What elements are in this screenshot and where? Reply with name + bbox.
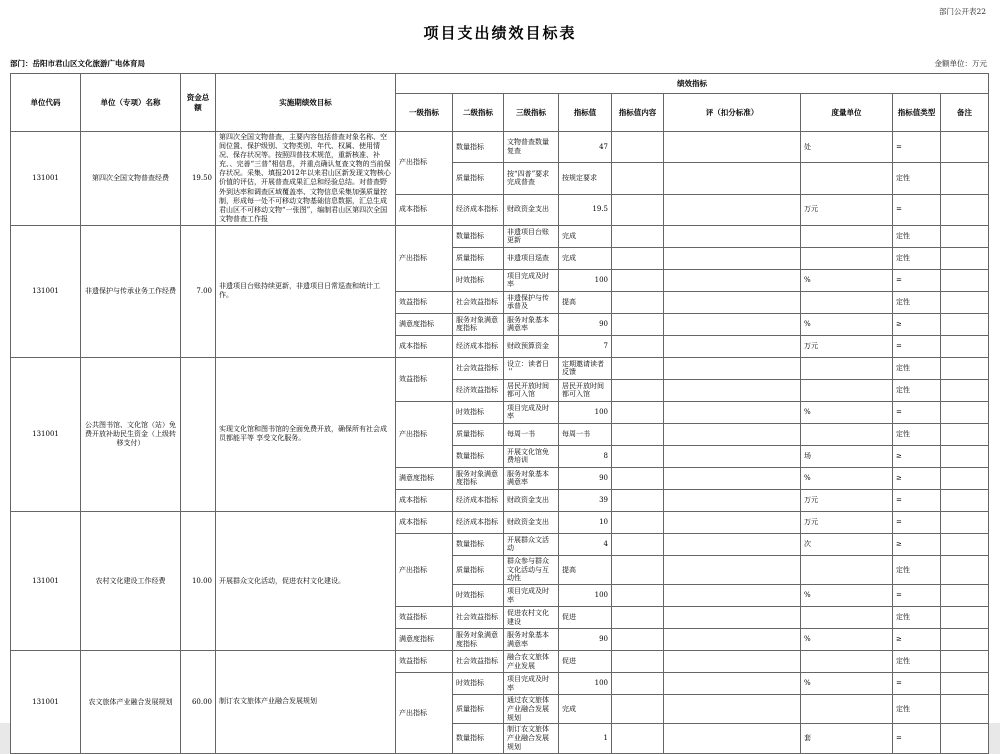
level1-indicator-cell: 效益指标 <box>396 607 453 629</box>
value-content-cell <box>612 607 664 629</box>
level1-indicator-cell: 成本指标 <box>396 194 453 225</box>
unit-name-cell: 农村文化建设工作经费 <box>81 511 181 650</box>
eval-standard-cell <box>664 673 801 695</box>
measure-unit-cell: 万元 <box>801 511 893 533</box>
measure-unit-cell: % <box>801 629 893 651</box>
value-content-cell <box>612 489 664 511</box>
indicator-row <box>11 651 989 673</box>
indicator-value-cell: 提高 <box>559 555 612 584</box>
level3-indicator-cell: 项目完成及时率 <box>504 269 559 291</box>
value-type-cell: ≥ <box>893 313 941 335</box>
note-cell <box>941 467 989 489</box>
note-cell <box>941 489 989 511</box>
value-type-cell: = <box>893 511 941 533</box>
corner-form-number: 部门公开表22 <box>938 7 986 16</box>
value-type-cell: 定性 <box>893 651 941 673</box>
level2-indicator-cell: 经济成本指标 <box>453 511 504 533</box>
level2-indicator-cell: 数量指标 <box>453 724 504 753</box>
measure-unit-cell <box>801 695 893 724</box>
col-header-note: 备注 <box>941 94 989 132</box>
unit-name-cell: 农文旅体产业融合发展规划 <box>81 651 181 754</box>
value-content-cell <box>612 313 664 335</box>
level2-indicator-cell: 数量指标 <box>453 132 504 163</box>
value-type-cell: 定性 <box>893 607 941 629</box>
level3-indicator-cell: 文物普查数量复查 <box>504 132 559 163</box>
col-header-eval-standard: 评（扣分标准） <box>664 94 801 132</box>
level3-indicator-cell: 服务对象基本满意率 <box>504 629 559 651</box>
col-header-indicator-value: 指标值 <box>559 94 612 132</box>
value-type-cell: = <box>893 489 941 511</box>
level3-indicator-cell: 制订农文旅体产业融合发展规划 <box>504 724 559 753</box>
period-goal-cell: 开展群众文化活动，促进农村文化建设。 <box>216 511 396 650</box>
note-cell <box>941 423 989 445</box>
value-content-cell <box>612 585 664 607</box>
indicator-value-cell: 居民开放时间都可入馆 <box>559 379 612 401</box>
measure-unit-cell: 万元 <box>801 194 893 225</box>
value-type-cell: = <box>893 401 941 423</box>
level2-indicator-cell: 时效指标 <box>453 269 504 291</box>
level3-indicator-cell: 项目完成及时率 <box>504 673 559 695</box>
level1-indicator-cell: 产出指标 <box>396 533 453 606</box>
note-cell <box>941 651 989 673</box>
level3-indicator-cell: 开展群众文活动 <box>504 533 559 555</box>
level3-indicator-cell: 通过农文旅体产业融合发展规划 <box>504 695 559 724</box>
measure-unit-cell <box>801 357 893 379</box>
measure-unit-cell: 场 <box>801 445 893 467</box>
eval-standard-cell <box>664 695 801 724</box>
period-goal-cell: 制订农文旅体产业融合发展规划 <box>216 651 396 754</box>
note-cell <box>941 132 989 163</box>
note-cell <box>941 673 989 695</box>
value-type-cell: 定性 <box>893 247 941 269</box>
value-content-cell <box>612 401 664 423</box>
value-content-cell <box>612 379 664 401</box>
value-content-cell <box>612 629 664 651</box>
page-title: 项目支出绩效目标表 <box>423 24 577 42</box>
col-header-total-fund: 资金总额 <box>181 74 216 132</box>
col-header-perf-group: 绩效指标 <box>396 74 989 94</box>
col-header-period-goal: 实施期绩效目标 <box>216 74 396 132</box>
unit-code-cell: 131001 <box>11 511 81 650</box>
fund-total-cell <box>181 357 216 511</box>
indicator-value-cell: 90 <box>559 467 612 489</box>
value-type-cell: 定性 <box>893 291 941 313</box>
level2-indicator-cell: 时效指标 <box>453 673 504 695</box>
note-cell <box>941 724 989 753</box>
note-cell <box>941 291 989 313</box>
level3-indicator-cell: 每周一书 <box>504 423 559 445</box>
level2-indicator-cell: 服务对象满意度指标 <box>453 313 504 335</box>
value-content-cell <box>612 132 664 163</box>
measure-unit-cell <box>801 423 893 445</box>
performance-target-table <box>10 73 989 754</box>
level2-indicator-cell: 数量指标 <box>453 533 504 555</box>
note-cell <box>941 163 989 194</box>
period-goal-cell: 非遗项目台账持续更新，非遗项目日常巡查和统计工作。 <box>216 225 396 357</box>
col-header-level2-indicator: 二级指标 <box>453 94 504 132</box>
amount-unit-label: 金额单位：万元 <box>934 59 987 68</box>
level2-indicator-cell: 社会效益指标 <box>453 607 504 629</box>
level3-indicator-cell: 财政资金支出 <box>504 511 559 533</box>
measure-unit-cell: % <box>801 585 893 607</box>
indicator-value-cell: 10 <box>559 511 612 533</box>
level2-indicator-cell: 质量指标 <box>453 423 504 445</box>
eval-standard-cell <box>664 724 801 753</box>
value-content-cell <box>612 724 664 753</box>
indicator-value-cell: 按规定要求 <box>559 163 612 194</box>
value-content-cell <box>612 651 664 673</box>
eval-standard-cell <box>664 467 801 489</box>
level2-indicator-cell: 质量指标 <box>453 247 504 269</box>
level1-indicator-cell: 满意度指标 <box>396 467 453 489</box>
indicator-value-cell: 47 <box>559 132 612 163</box>
level2-indicator-cell: 经济成本指标 <box>453 335 504 357</box>
value-type-cell: 定性 <box>893 423 941 445</box>
value-type-cell: ≥ <box>893 445 941 467</box>
note-cell <box>941 247 989 269</box>
eval-standard-cell <box>664 247 801 269</box>
level3-indicator-cell: 非遗项目巡查 <box>504 247 559 269</box>
level3-indicator-cell: 非遗项目台账更新 <box>504 225 559 247</box>
measure-unit-cell: % <box>801 269 893 291</box>
value-type-cell: = <box>893 585 941 607</box>
unit-name-cell: 第四次全国文物普查经费 <box>81 132 181 226</box>
note-cell <box>941 629 989 651</box>
col-header-value-content: 指标值内容 <box>612 94 664 132</box>
value-type-cell: 定性 <box>893 695 941 724</box>
eval-standard-cell <box>664 555 801 584</box>
value-content-cell <box>612 357 664 379</box>
indicator-value-cell: 每周一书 <box>559 423 612 445</box>
level2-indicator-cell: 经济成本指标 <box>453 489 504 511</box>
value-content-cell <box>612 423 664 445</box>
measure-unit-cell <box>801 555 893 584</box>
col-header-level3-indicator: 三级指标 <box>504 94 559 132</box>
fund-total-cell: 60.00 <box>181 651 216 754</box>
indicator-value-cell: 促进 <box>559 607 612 629</box>
level3-indicator-cell: 财政资金支出 <box>504 194 559 225</box>
level2-indicator-cell: 数量指标 <box>453 445 504 467</box>
value-type-cell: = <box>893 724 941 753</box>
measure-unit-cell <box>801 651 893 673</box>
note-cell <box>941 269 989 291</box>
note-cell <box>941 335 989 357</box>
eval-standard-cell <box>664 225 801 247</box>
eval-standard-cell <box>664 489 801 511</box>
measure-unit-cell <box>801 163 893 194</box>
level3-indicator-cell: 设立：读者日＂ <box>504 357 559 379</box>
value-type-cell: = <box>893 194 941 225</box>
indicator-value-cell: 1 <box>559 724 612 753</box>
eval-standard-cell <box>664 511 801 533</box>
note-cell <box>941 695 989 724</box>
indicator-value-cell: 19.5 <box>559 194 612 225</box>
level1-indicator-cell: 效益指标 <box>396 291 453 313</box>
measure-unit-cell: 万元 <box>801 335 893 357</box>
level2-indicator-cell: 数量指标 <box>453 225 504 247</box>
measure-unit-cell: % <box>801 313 893 335</box>
level1-indicator-cell: 成本指标 <box>396 511 453 533</box>
level3-indicator-cell: 项目完成及时率 <box>504 401 559 423</box>
value-content-cell <box>612 194 664 225</box>
unit-name-cell: 公共图书馆、文化馆（站）免费开放补助民生资金（上级转移支付） <box>81 357 181 511</box>
value-type-cell: = <box>893 269 941 291</box>
fund-total-cell: 19.50 <box>181 132 216 226</box>
fund-total-cell: 10.00 <box>181 511 216 650</box>
indicator-row <box>11 357 989 379</box>
level1-indicator-cell: 成本指标 <box>396 335 453 357</box>
value-type-cell: 定性 <box>893 555 941 584</box>
note-cell <box>941 379 989 401</box>
value-content-cell <box>612 555 664 584</box>
unit-code-cell: 131001 <box>11 651 81 754</box>
header-group-row <box>11 74 989 94</box>
eval-standard-cell <box>664 269 801 291</box>
unit-code-cell: 131001 <box>11 225 81 357</box>
level2-indicator-cell: 服务对象满意度指标 <box>453 629 504 651</box>
level1-indicator-cell: 产出指标 <box>396 132 453 195</box>
col-header-unit-code: 单位代码 <box>11 74 81 132</box>
level2-indicator-cell: 时效指标 <box>453 585 504 607</box>
value-content-cell <box>612 225 664 247</box>
eval-standard-cell <box>664 194 801 225</box>
value-content-cell <box>612 467 664 489</box>
note-cell <box>941 357 989 379</box>
value-type-cell: 定性 <box>893 357 941 379</box>
eval-standard-cell <box>664 313 801 335</box>
eval-standard-cell <box>664 607 801 629</box>
eval-standard-cell <box>664 585 801 607</box>
measure-unit-cell: % <box>801 467 893 489</box>
value-type-cell: ≥ <box>893 629 941 651</box>
measure-unit-cell: 万元 <box>801 489 893 511</box>
fund-total-cell: 7.00 <box>181 225 216 357</box>
eval-standard-cell <box>664 423 801 445</box>
value-type-cell: = <box>893 335 941 357</box>
indicator-value-cell: 8 <box>559 445 612 467</box>
eval-standard-cell <box>664 379 801 401</box>
indicator-row <box>11 132 989 163</box>
note-cell <box>941 313 989 335</box>
value-content-cell <box>612 247 664 269</box>
measure-unit-cell: 处 <box>801 132 893 163</box>
indicator-value-cell: 100 <box>559 673 612 695</box>
col-header-value-type: 指标值类型 <box>893 94 941 132</box>
level1-indicator-cell: 产出指标 <box>396 673 453 754</box>
note-cell <box>941 445 989 467</box>
measure-unit-cell <box>801 291 893 313</box>
unit-code-cell: 131001 <box>11 132 81 226</box>
indicator-value-cell: 4 <box>559 533 612 555</box>
level3-indicator-cell: 融合农文旅体产业发展 <box>504 651 559 673</box>
level2-indicator-cell: 经济成本指标 <box>453 194 504 225</box>
note-cell <box>941 607 989 629</box>
level1-indicator-cell: 满意度指标 <box>396 313 453 335</box>
value-type-cell: ≥ <box>893 533 941 555</box>
level3-indicator-cell: 服务对象基本满意率 <box>504 467 559 489</box>
level1-indicator-cell: 成本指标 <box>396 489 453 511</box>
measure-unit-cell <box>801 607 893 629</box>
level1-indicator-cell: 产出指标 <box>396 225 453 291</box>
measure-unit-cell: % <box>801 673 893 695</box>
value-type-cell: 定性 <box>893 225 941 247</box>
measure-unit-cell <box>801 379 893 401</box>
measure-unit-cell: 套 <box>801 724 893 753</box>
indicator-value-cell: 完成 <box>559 695 612 724</box>
note-cell <box>941 533 989 555</box>
eval-standard-cell <box>664 401 801 423</box>
value-type-cell: 定性 <box>893 379 941 401</box>
measure-unit-cell <box>801 247 893 269</box>
level1-indicator-cell: 满意度指标 <box>396 629 453 651</box>
eval-standard-cell <box>664 163 801 194</box>
indicator-value-cell: 7 <box>559 335 612 357</box>
value-content-cell <box>612 445 664 467</box>
department-label: 部门：岳阳市君山区文化旅游广电体育局 <box>10 59 145 68</box>
value-type-cell: = <box>893 673 941 695</box>
level3-indicator-cell: 财政资金支出 <box>504 489 559 511</box>
eval-standard-cell <box>664 445 801 467</box>
measure-unit-cell <box>801 225 893 247</box>
indicator-row <box>11 225 989 247</box>
value-content-cell <box>612 335 664 357</box>
level2-indicator-cell: 社会效益指标 <box>453 651 504 673</box>
eval-standard-cell <box>664 533 801 555</box>
level2-indicator-cell: 社会效益指标 <box>453 291 504 313</box>
col-header-unit-name: 单位（专项）名称 <box>81 74 181 132</box>
level3-indicator-cell: 群众参与群众文化活动与互动性 <box>504 555 559 584</box>
value-content-cell <box>612 695 664 724</box>
table-body <box>11 132 989 754</box>
value-content-cell <box>612 673 664 695</box>
level2-indicator-cell: 质量指标 <box>453 163 504 194</box>
level3-indicator-cell: 服务对象基本满意率 <box>504 313 559 335</box>
value-content-cell <box>612 511 664 533</box>
indicator-value-cell: 提高 <box>559 291 612 313</box>
indicator-value-cell: 完成 <box>559 225 612 247</box>
value-content-cell <box>612 163 664 194</box>
eval-standard-cell <box>664 132 801 163</box>
value-content-cell <box>612 291 664 313</box>
level3-indicator-cell: 促进农村文化建设 <box>504 607 559 629</box>
indicator-value-cell: 90 <box>559 629 612 651</box>
indicator-value-cell: 90 <box>559 313 612 335</box>
eval-standard-cell <box>664 291 801 313</box>
period-goal-cell: 第四次全国文物普查，主要内容包括普查对象名称、空间位置、保护级别、文物类别、年代、权属、使用情况、保存状况等。按照四普技术规范，重新核准、补充、、完善“三普”相信息，并重点确认复查文物的当前保存状况。采集、填报2012年以来君山区新发现文物核心价值的评估，开展普查成果汇总和经验总结。对普查野外到达率和调查区域覆盖率、文物信息采集加强质量控制，形成每一处不可移动文物基础信息数据，汇总生成君山区不可移动文物“一张图”，编制君山区第四次全国文物普查工作报 <box>216 132 396 226</box>
table-header <box>11 74 989 132</box>
value-content-cell <box>612 533 664 555</box>
value-content-cell <box>612 269 664 291</box>
note-cell <box>941 555 989 584</box>
measure-unit-cell: 次 <box>801 533 893 555</box>
level2-indicator-cell: 质量指标 <box>453 555 504 584</box>
level3-indicator-cell: 项目完成及时率 <box>504 585 559 607</box>
indicator-value-cell: 100 <box>559 585 612 607</box>
level2-indicator-cell: 社会效益指标 <box>453 357 504 379</box>
value-type-cell: = <box>893 132 941 163</box>
level2-indicator-cell: 经济效益指标 <box>453 379 504 401</box>
indicator-value-cell: 完成 <box>559 247 612 269</box>
eval-standard-cell <box>664 335 801 357</box>
note-cell <box>941 511 989 533</box>
level1-indicator-cell: 效益指标 <box>396 357 453 401</box>
level1-indicator-cell: 效益指标 <box>396 651 453 673</box>
value-type-cell: ≥ <box>893 467 941 489</box>
indicator-value-cell: 促进 <box>559 651 612 673</box>
level3-indicator-cell: 居民开放时间都可入馆 <box>504 379 559 401</box>
indicator-value-cell: 100 <box>559 401 612 423</box>
unit-code-cell: 131001 <box>11 357 81 511</box>
indicator-value-cell: 100 <box>559 269 612 291</box>
meta-row <box>10 58 987 69</box>
unit-name-cell: 非遗保护与传承业务工作经费 <box>81 225 181 357</box>
col-header-level1-indicator: 一级指标 <box>396 94 453 132</box>
level2-indicator-cell: 服务对象满意度指标 <box>453 467 504 489</box>
level2-indicator-cell: 时效指标 <box>453 401 504 423</box>
measure-unit-cell: % <box>801 401 893 423</box>
value-type-cell: 定性 <box>893 163 941 194</box>
level3-indicator-cell: 非遗保护与传承普及 <box>504 291 559 313</box>
period-goal-cell: 实现文化馆和图书馆的全面免费开放，确保所有社会成员都能平等 享受文化服务。 <box>216 357 396 511</box>
level3-indicator-cell: 按“四普”要求完成普查 <box>504 163 559 194</box>
note-cell <box>941 225 989 247</box>
level2-indicator-cell: 质量指标 <box>453 695 504 724</box>
level3-indicator-cell: 开展文化馆免费培训 <box>504 445 559 467</box>
indicator-value-cell: 39 <box>559 489 612 511</box>
level1-indicator-cell: 产出指标 <box>396 401 453 467</box>
note-cell <box>941 194 989 225</box>
eval-standard-cell <box>664 629 801 651</box>
eval-standard-cell <box>664 651 801 673</box>
col-header-measure-unit: 度量单位 <box>801 94 893 132</box>
indicator-value-cell: 定期邀请读者反馈 <box>559 357 612 379</box>
note-cell <box>941 585 989 607</box>
level3-indicator-cell: 财政预算资金 <box>504 335 559 357</box>
eval-standard-cell <box>664 357 801 379</box>
note-cell <box>941 401 989 423</box>
indicator-row <box>11 511 989 533</box>
